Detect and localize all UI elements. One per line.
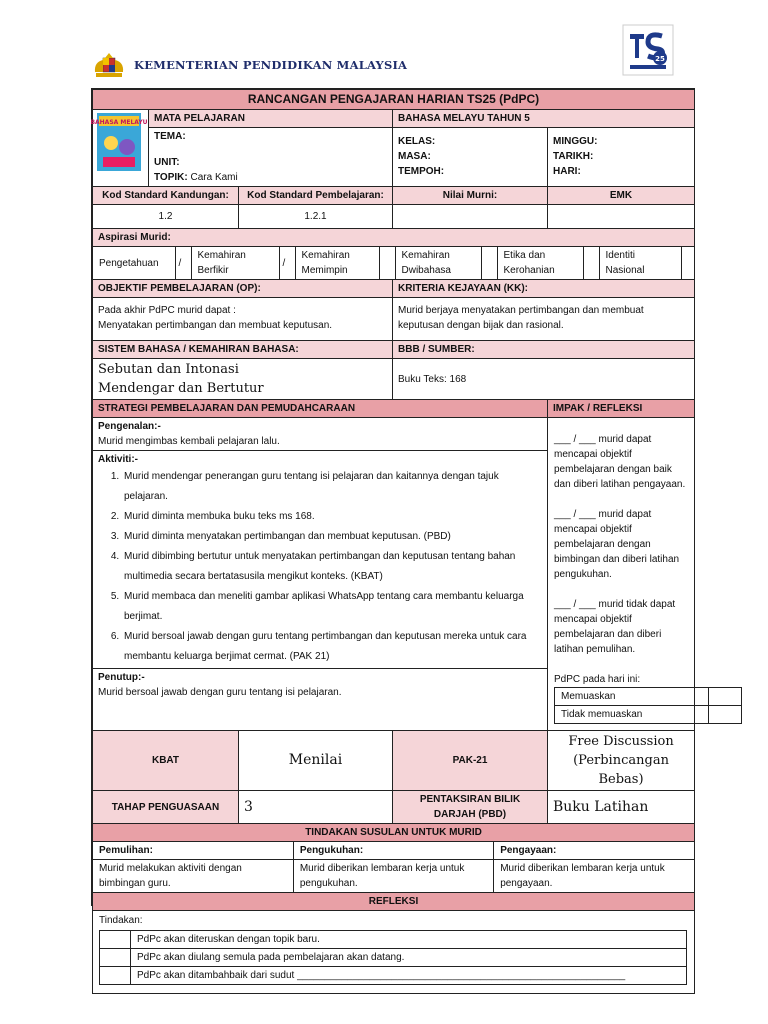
- tema-cell: [149, 128, 393, 187]
- book-title-text: BAHASA MELAYU: [90, 119, 148, 126]
- aspirasi-item-kemahiran-memimpin: Kemahiran Memimpin: [295, 247, 379, 279]
- aspirasi-item-identiti-nasional: Identiti Nasional: [599, 247, 681, 279]
- penutup-block: [93, 669, 547, 704]
- tindakan-row: [93, 842, 695, 893]
- pengenalan-block: [93, 418, 547, 451]
- penutup-text: Murid bersoal jawab dengan guru tentang isi pelajaran.: [98, 687, 342, 698]
- memuaskan-checkbox[interactable]: [709, 688, 742, 706]
- nilai-murni-value: [393, 205, 548, 229]
- pemulihan-text: Murid melakukan aktiviti dengan bimbingan guru.: [93, 860, 293, 893]
- aktiviti-label: Aktiviti:-: [98, 454, 138, 465]
- topik-label: TOPIK:: [154, 172, 188, 183]
- aspirasi-item-etika-kerohanian: Etika dan Kerohanian: [497, 247, 583, 279]
- kod-kandungan-value: 1.2: [93, 205, 239, 229]
- kod-pembelajaran-value: 1.2.1: [239, 205, 393, 229]
- impak-pengukuhan: ___ / ___ murid dapat mencapai objektif pembelajaran dengan bimbingan dan diberi latihan pengukuhan.: [554, 509, 680, 580]
- tindakan-table: [93, 842, 694, 892]
- minggu-label: MINGGU:: [553, 136, 598, 147]
- sistem-bahasa-cell: [93, 359, 393, 400]
- aspirasi-item-kemahiran-dwibahasa: Kemahiran Dwibahasa: [395, 247, 481, 279]
- tahap-penguasaan-value: 3: [239, 791, 393, 824]
- rph-sheet: [90, 88, 695, 981]
- aktiviti-item: 6. Murid bersoal jawab dengan guru tentang pertimbangan dan keputusan mereka untuk cara membantu keluarga berjimat cermat. (PAK 21): [122, 627, 542, 667]
- mata-pelajaran-label: MATA PELAJARAN: [149, 110, 393, 128]
- pengayaan-label: Pengayaan:: [494, 842, 694, 860]
- impak-label: IMPAK / REFLEKSI: [548, 400, 695, 418]
- op-cell: [93, 298, 393, 341]
- strategi-cell: [93, 418, 548, 731]
- kk-label: KRITERIA KEJAYAAN (KK):: [393, 280, 695, 298]
- refleksi-item-1: PdPc akan diteruskan dengan topik baru.: [131, 931, 687, 949]
- mata-pelajaran-value: BAHASA MELAYU TAHUN 5: [393, 110, 695, 128]
- pdpc-rating-table: [554, 687, 742, 724]
- refleksi-table: [99, 930, 687, 985]
- penutup-label: Penutup:-: [98, 672, 145, 683]
- aktiviti-item: 4. Murid dibimbing bertutur untuk menyatakan pertimbangan dan keputusan tentang bahan multimedia secara bertatasusila mengikut konteks. (KBAT): [122, 547, 542, 587]
- refleksi-checkbox-3[interactable]: [100, 967, 131, 985]
- pengenalan-text: Murid mengimbas kembali pelajaran lalu.: [98, 436, 280, 447]
- ts25-logo-icon: [622, 24, 674, 76]
- svg-text:25: 25: [655, 55, 665, 63]
- kelas-label: KELAS:: [398, 136, 436, 147]
- topik-value: Cara Kami: [190, 172, 238, 183]
- malaysia-crest-icon: [92, 52, 126, 80]
- aktiviti-item: 5. Murid membaca dan meneliti gambar aplikasi WhatsApp tentang cara membantu keluarga berjimat.: [122, 587, 542, 627]
- strategi-label: STRATEGI PEMBELAJARAN DAN PEMUDAHCARAAN: [93, 400, 548, 418]
- tindakan-text: Tindakan:: [99, 915, 143, 926]
- aspirasi-mark-etika-kerohanian: [583, 247, 599, 279]
- textbook-cover-icon: [90, 113, 148, 171]
- refleksi-label: REFLEKSI: [93, 893, 695, 911]
- aspirasi-mark-identiti-nasional: [681, 247, 695, 279]
- refleksi-cell: [93, 911, 695, 994]
- sistem-line1: Sebutan dan Intonasi: [98, 362, 239, 377]
- aspirasi-mark-kemahiran-dwibahasa: [481, 247, 497, 279]
- pengenalan-label: Pengenalan:-: [98, 421, 161, 432]
- impak-pengayaan: ___ / ___ murid dapat mencapai objektif pembelajaran dengan baik dan diberi latihan pengayaan.: [554, 434, 686, 490]
- tindakan-susulan-label: TINDAKAN SUSULAN UNTUK MURID: [93, 824, 695, 842]
- aspirasi-table: [93, 247, 695, 279]
- tempoh-label: TEMPOH:: [398, 166, 445, 177]
- sistem-line2: Mendengar dan Bertutur: [98, 381, 264, 396]
- pengukuhan-text: Murid diberikan lembaran kerja untuk pengukuhan.: [293, 860, 493, 893]
- pengukuhan-label: Pengukuhan:: [293, 842, 493, 860]
- minggu-cell: [548, 128, 695, 187]
- pak21-label: PAK-21: [393, 731, 548, 791]
- tarikh-label: TARIKH:: [553, 151, 594, 162]
- nilai-murni-label: Nilai Murni:: [393, 187, 548, 205]
- kelas-cell: [393, 128, 548, 187]
- masa-label: MASA:: [398, 151, 431, 162]
- aspirasi-item-kemahiran-berfikir: Kemahiran Berfikir: [191, 247, 279, 279]
- impak-cell: [548, 418, 695, 731]
- op-line1: Pada akhir PdPC murid dapat :: [98, 305, 236, 316]
- sistem-bahasa-label: SISTEM BAHASA / KEMAHIRAN BAHASA:: [93, 341, 393, 359]
- unit-label: UNIT:: [154, 157, 180, 168]
- tidak-memuaskan-label: Tidak memuaskan: [555, 706, 709, 724]
- memuaskan-label: Memuaskan: [555, 688, 709, 706]
- emk-label: EMK: [548, 187, 695, 205]
- pak21-cell: [548, 731, 695, 791]
- pbd-value: Buku Latihan: [548, 791, 695, 824]
- pengayaan-text: Murid diberikan lembaran kerja untuk pengayaan.: [494, 860, 694, 893]
- aspirasi-mark-kemahiran-berfikir: /: [279, 247, 295, 279]
- tahap-penguasaan-label: TAHAP PENGUASAAN: [93, 791, 239, 824]
- op-line2: Menyatakan pertimbangan dan membuat keputusan.: [98, 320, 333, 331]
- aspirasi-label: Aspirasi Murid:: [93, 229, 695, 247]
- aktiviti-item: 2. Murid diminta membuka buku teks ms 168.: [122, 507, 542, 527]
- refleksi-checkbox-1[interactable]: [100, 931, 131, 949]
- pbd-label: PENTAKSIRAN BILIK DARJAH (PBD): [393, 791, 548, 824]
- pak21-line2: (Perbincangan Bebas): [573, 753, 669, 787]
- pemulihan-label: Pemulihan:: [93, 842, 293, 860]
- tidak-memuaskan-checkbox[interactable]: [709, 706, 742, 724]
- aspirasi-mark-pengetahuan: /: [175, 247, 191, 279]
- kbat-label: KBAT: [93, 731, 239, 791]
- page-header: [92, 50, 692, 82]
- rph-table: [92, 89, 695, 994]
- pdpc-hari-ini-label: PdPC pada hari ini:: [554, 674, 641, 685]
- refleksi-checkbox-2[interactable]: [100, 949, 131, 967]
- aktiviti-list: [98, 467, 542, 667]
- aktiviti-item: 3. Murid diminta menyatakan pertimbangan dan membuat keputusan. (PBD): [122, 527, 542, 547]
- bbb-label: BBB / SUMBER:: [393, 341, 695, 359]
- emk-value: [548, 205, 695, 229]
- op-label: OBJEKTIF PEMBELAJARAN (OP):: [93, 280, 393, 298]
- kod-standard-pembelajaran-label: Kod Standard Pembelajaran:: [239, 187, 393, 205]
- pak21-line1: Free Discussion: [568, 734, 674, 749]
- hari-label: HARI:: [553, 166, 581, 177]
- ministry-name: KEMENTERIAN PENDIDIKAN MALAYSIA: [134, 58, 408, 72]
- refleksi-item-3: PdPc akan ditambahbaik dari sudut ___________________________________________________________: [131, 967, 687, 985]
- aspirasi-item-pengetahuan: Pengetahuan: [93, 247, 175, 279]
- impak-pemulihan: ___ / ___ murid tidak dapat mencapai objektif pembelajaran dan diberi latihan pemulihan.: [554, 599, 676, 655]
- aspirasi-mark-kemahiran-memimpin: [379, 247, 395, 279]
- bbb-value: Buku Teks: 168: [393, 359, 695, 400]
- aktiviti-block: [93, 451, 547, 669]
- refleksi-item-2: PdPc akan diulang semula pada pembelajaran akan datang.: [131, 949, 687, 967]
- kod-standard-kandungan-label: Kod Standard Kandungan:: [93, 187, 239, 205]
- rph-title: RANCANGAN PENGAJARAN HARIAN TS25 (PdPC): [93, 90, 695, 110]
- textbook-cover-cell: [90, 110, 149, 187]
- aktiviti-item: 1. Murid mendengar penerangan guru tentang isi pelajaran dan kaitannya dengan tajuk pelajaran.: [122, 467, 542, 507]
- kbat-value: Menilai: [239, 731, 393, 791]
- kk-text: Murid berjaya menyatakan pertimbangan dan membuat keputusan dengan bijak dan rasional.: [393, 298, 695, 341]
- tema-label: TEMA:: [154, 131, 186, 142]
- aspirasi-row: [93, 247, 695, 280]
